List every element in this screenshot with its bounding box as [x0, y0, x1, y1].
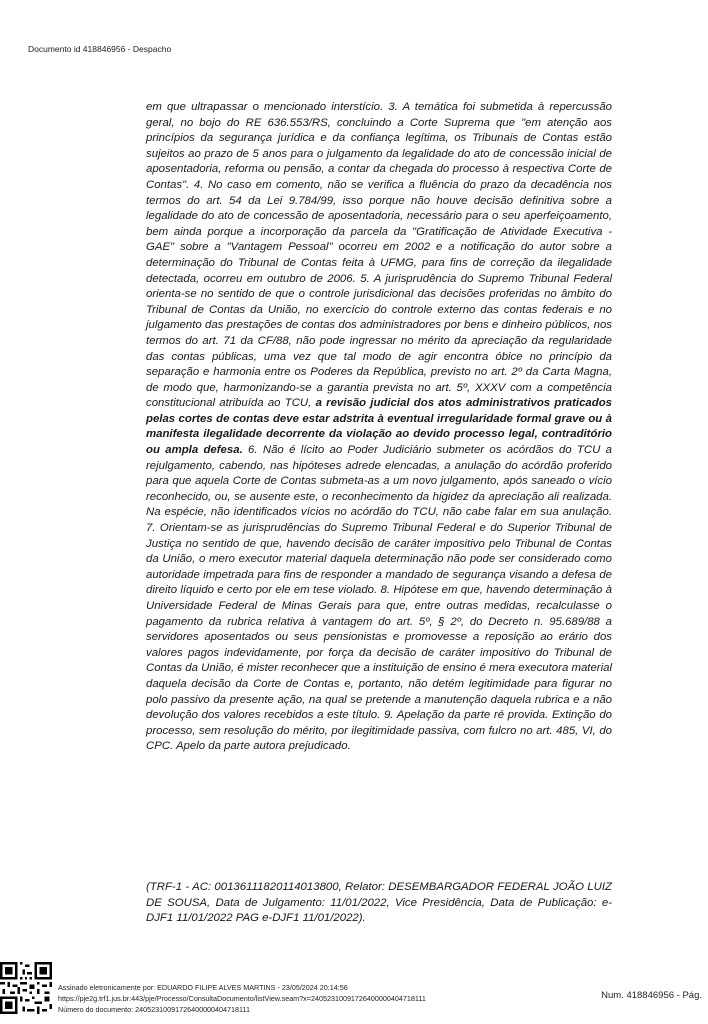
document-id-header: Documento id 418846956 - Despacho — [28, 44, 172, 54]
decision-body-text — [146, 100, 612, 755]
case-citation: (TRF-1 - AC: 00136111820114013800, Relator: DESEMBARGADOR FEDERAL JOÃO LUIZ DE SOUSA, Data de Julgamento: 11/01/2022, Vice Presidência, Data de Publicação: e-DJF1 11/01/2022 PAG e-DJF1 11/01/2022). — [146, 881, 612, 925]
qr-code-icon — [0, 962, 52, 1014]
verification-url[interactable]: https://pje2g.trf1.jus.br:443/pje/Processo/ConsultaDocumento/listView.seam?x=24052310091726400000404718111 — [58, 994, 426, 1003]
body-text-part-2: 6. Não é lícito ao Poder Judiciário submeter os acórdãos do TCU a rejulgamento, cabendo, nas hipóteses adrede elencadas, a anulação do acórdão proferido para que aquela Corte de Contas submeta-as a um novo julgamento, após saneado o vício reconhecido, ou, se ausente este, o reconhecimento da higidez da apreciação ali realizada. Na espécie, não identificados vícios no acórdão do TCU, não cabe falar em sua anulação. 7. Orientam-se as jurisprudências do Supremo Tribunal Federal e do Superior Tribunal de Justiça no sentido de que, havendo decisão de caráter impositivo pelo Tribunal de Contas da União, o mero executor material daquela determinação não pode ser considerado como autoridade impetrada para fins de responder a mandado de segurança visando a defesa de direito líquido e certo por ele em tese violado. 8. Hipótese em que, havendo determinação à Universidade Federal de Minas Gerais para que, entre outras medidas, recalculasse o pagamento da rubrica relativa à vantagem do art. 5º, § 2º, do Decreto n. 95.689/88 a servidores aposentados ou seus pensionistas e promovesse a reposição ao erário dos valores pagos indevidamente, por força da decisão de caráter impositivo do Tribunal de Contas da União, é mister reconhecer que a instituição de ensino é mera executora material daquela decisão da Corte de Contas e, portanto, não detém legitimidade para figurar no polo passivo da presente ação, na qual se pretende a manutenção daquela rubrica e a não devolução dos valores recebidos a este título. 9. Apelação da parte ré provida. Extinção do processo, sem resolução do mérito, por ilegitimidade passiva, com fulcro no art. 485, VI, do CPC. Apelo da parte autora prejudicado. — [146, 444, 612, 753]
signature-footer — [58, 982, 426, 1015]
body-text-part-1: em que ultrapassar o mencionado interstício. 3. A temática foi submetida à repercussão geral, no bojo do RE 636.553/RS, concluindo a Corte Suprema que "em atenção aos princípios da segurança jurídica e da confiança legítima, os Tribunais de Contas estão sujeitos ao prazo de 5 anos para o julgamento da legalidade do ato de concessão inicial de aposentadoria, reforma ou pensão, a contar da chegada do processo à respectiva Corte de Contas". 4. No caso em comento, não se verifica a fluência do prazo da decadência nos termos do art. 54 da Lei 9.784/99, isso porque não houve decisão definitiva sobre a legalidade do ato de concessão de aposentadoria, necessário para o seu aperfeiçoamento, bem ainda porque a incorporação da parcela da "Gratificação de Atividade Executiva - GAE" sobre a "Vantagem Pessoal" ocorreu em 2002 e a notificação do autor sobre a determinação do Tribunal de Contas feita à UFMG, para fins de correção da ilegalidade detectada, ocorreu em outubro de 2006. 5. A jurisprudência do Supremo Tribunal Federal orienta-se no sentido de que o controle jurisdicional das decisões proferidas no âmbito do Tribunal de Contas da União, no exercício do controle externo das contas federais e no julgamento das prestações de contas dos administradores por bens e dinheiro públicos, nos termos do art. 71 da CF/88, não pode ingressar no mérito da apreciação da regularidade das contas públicas, uma vez que tal modo de agir encontra óbice no princípio da separação e harmonia entre os Poderes da República, previsto no art. 2º da Carta Magna, de modo que, harmonizando-se a garantia prevista no art. 5º, XXXV com a competência constitucional atribuída ao TCU, — [146, 101, 612, 410]
document-number-line: Número do documento: 24052310091726400000404718111 — [58, 1005, 250, 1014]
page-number: Num. 418846956 - Pág. — [601, 990, 702, 1001]
signed-by-line: Assinado eletronicamente por: EDUARDO FILIPE ALVES MARTINS - 23/05/2024 20:14:56 — [58, 983, 348, 992]
body-text-bold-passage: a revisão judicial dos atos administrativos praticados pelas cortes de contas deve estar adstrita à eventual irregularidade formal grave ou à manifesta ilegalidade decorrente da violação ao devido processo legal, contraditório ou ampla defesa. — [146, 397, 612, 457]
